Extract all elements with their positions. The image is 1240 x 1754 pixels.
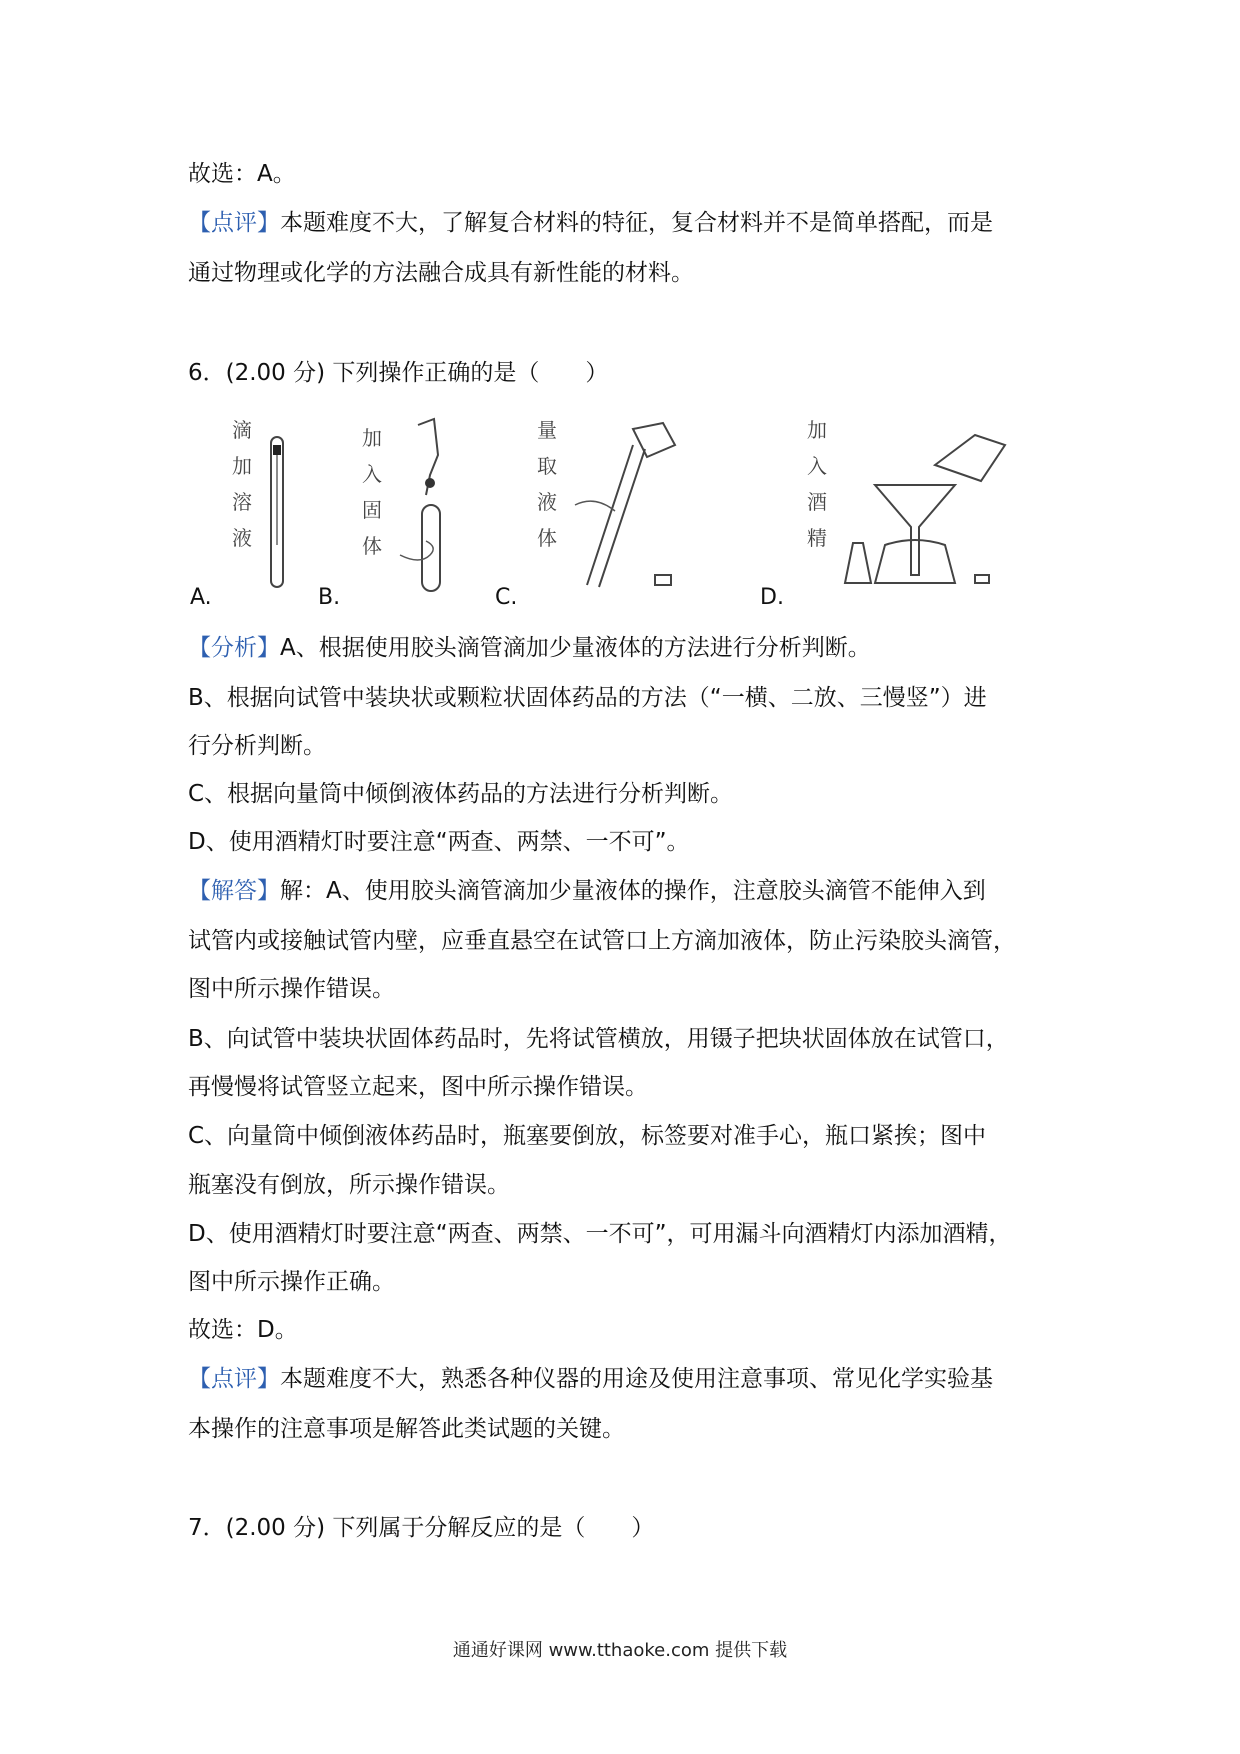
previous-review-line-1 bbox=[188, 207, 993, 239]
question-6-choice: 故选：D。 bbox=[188, 1317, 298, 1343]
lamp-cap-shape bbox=[845, 543, 871, 583]
reagent-bottle-shape bbox=[633, 423, 675, 457]
option-c-caption-1: 量 bbox=[537, 418, 557, 442]
option-b-caption-1: 加 bbox=[362, 426, 382, 450]
option-b-label: B. bbox=[318, 585, 341, 610]
hand-shape bbox=[400, 541, 433, 560]
question-6-stem: 6．(2.00 分) 下列操作正确的是（ ） bbox=[188, 360, 609, 386]
analysis-line-2: B、根据向试管中装块状或颗粒状固体药品的方法（“一横、二放、三慢竖”）进 bbox=[188, 685, 987, 711]
option-a-caption-3: 溶 bbox=[232, 490, 252, 514]
answer-line-8: D、使用酒精灯时要注意“两查、两禁、一不可”，可用漏斗向酒精灯内添加酒精， bbox=[188, 1221, 1012, 1247]
stopper-shape bbox=[975, 575, 989, 583]
option-a-label: A. bbox=[190, 585, 212, 610]
answer-text: 解：A、使用胶头滴管滴加少量液体的操作，注意胶头滴管不能伸入到 bbox=[280, 878, 986, 904]
test-tube-shape bbox=[422, 505, 440, 591]
hand-shape bbox=[575, 501, 615, 511]
option-c-caption-3: 液 bbox=[537, 490, 557, 514]
option-b-caption-4: 体 bbox=[362, 534, 382, 558]
option-c-caption-4: 体 bbox=[537, 526, 557, 550]
analysis-tag: 【分析】 bbox=[188, 635, 280, 661]
option-b-caption-2: 入 bbox=[362, 462, 382, 486]
option-d-caption-1: 加 bbox=[807, 418, 827, 442]
option-c-figure bbox=[535, 415, 695, 595]
answer-tag: 【解答】 bbox=[188, 878, 280, 904]
option-d-figure bbox=[805, 415, 1025, 595]
reagent-bottle-shape bbox=[935, 435, 1005, 481]
option-b-figure bbox=[360, 415, 480, 595]
option-a-caption-2: 加 bbox=[232, 454, 252, 478]
previous-review-line-2: 通过物理或化学的方法融合成具有新性能的材料。 bbox=[188, 260, 694, 286]
review-tag: 【点评】 bbox=[188, 210, 280, 236]
option-d-caption-2: 入 bbox=[807, 454, 827, 478]
answer-line-2: 试管内或接触试管内壁，应垂直悬空在试管口上方滴加液体，防止污染胶头滴管， bbox=[188, 928, 1016, 954]
analysis-text: A、根据使用胶头滴管滴加少量液体的方法进行分析判断。 bbox=[280, 635, 871, 661]
option-a-caption-1: 滴 bbox=[232, 418, 252, 442]
question-7-stem: 7．(2.00 分) 下列属于分解反应的是（ ） bbox=[188, 1515, 655, 1541]
option-a-figure bbox=[230, 415, 300, 595]
answer-line-7: 瓶塞没有倒放，所示操作错误。 bbox=[188, 1172, 510, 1198]
graduated-cylinder-shape bbox=[587, 445, 645, 587]
answer-line-6: C、向量筒中倾倒液体药品时，瓶塞要倒放，标签要对准手心，瓶口紧挨；图中 bbox=[188, 1123, 987, 1149]
option-c-caption-2: 取 bbox=[537, 454, 557, 478]
solid-particle-shape bbox=[425, 478, 435, 488]
question-6-review-line-1 bbox=[188, 1363, 993, 1395]
option-b-caption-3: 固 bbox=[362, 498, 382, 522]
answer-line-4: B、向试管中装块状固体药品时，先将试管横放，用镊子把块状固体放在试管口， bbox=[188, 1026, 1009, 1052]
analysis-line-5: D、使用酒精灯时要注意“两查、两禁、一不可”。 bbox=[188, 829, 690, 855]
analysis-line-4: C、根据向量筒中倾倒液体药品的方法进行分析判断。 bbox=[188, 781, 734, 807]
option-d-caption-4: 精 bbox=[807, 526, 827, 550]
alcohol-lamp-shape bbox=[875, 540, 955, 583]
question-6-review-line-2: 本操作的注意事项是解答此类试题的关键。 bbox=[188, 1416, 625, 1442]
analysis-line-1 bbox=[188, 632, 871, 664]
answer-line-3: 图中所示操作错误。 bbox=[188, 976, 395, 1002]
review-tag: 【点评】 bbox=[188, 1366, 280, 1392]
stopper-shape bbox=[655, 575, 671, 585]
previous-choice: 故选：A。 bbox=[188, 161, 296, 187]
answer-line-5: 再慢慢将试管竖立起来，图中所示操作错误。 bbox=[188, 1074, 648, 1100]
dropper-bulb-shape bbox=[273, 445, 281, 455]
option-d-label: D. bbox=[760, 585, 784, 610]
analysis-line-3: 行分析判断。 bbox=[188, 733, 326, 759]
option-a-caption-4: 液 bbox=[232, 526, 252, 550]
review-text: 本题难度不大，熟悉各种仪器的用途及使用注意事项、常见化学实验基 bbox=[280, 1366, 993, 1392]
answer-line-1 bbox=[188, 875, 986, 907]
page-footer: 通通好课网 www.tthaoke.com 提供下载 bbox=[452, 1640, 788, 1661]
answer-line-9: 图中所示操作正确。 bbox=[188, 1269, 395, 1295]
review-text: 本题难度不大，了解复合材料的特征，复合材料并不是简单搭配，而是 bbox=[280, 210, 993, 236]
option-c-label: C. bbox=[495, 585, 518, 610]
funnel-shape bbox=[875, 485, 955, 575]
option-d-caption-3: 酒 bbox=[807, 490, 827, 514]
